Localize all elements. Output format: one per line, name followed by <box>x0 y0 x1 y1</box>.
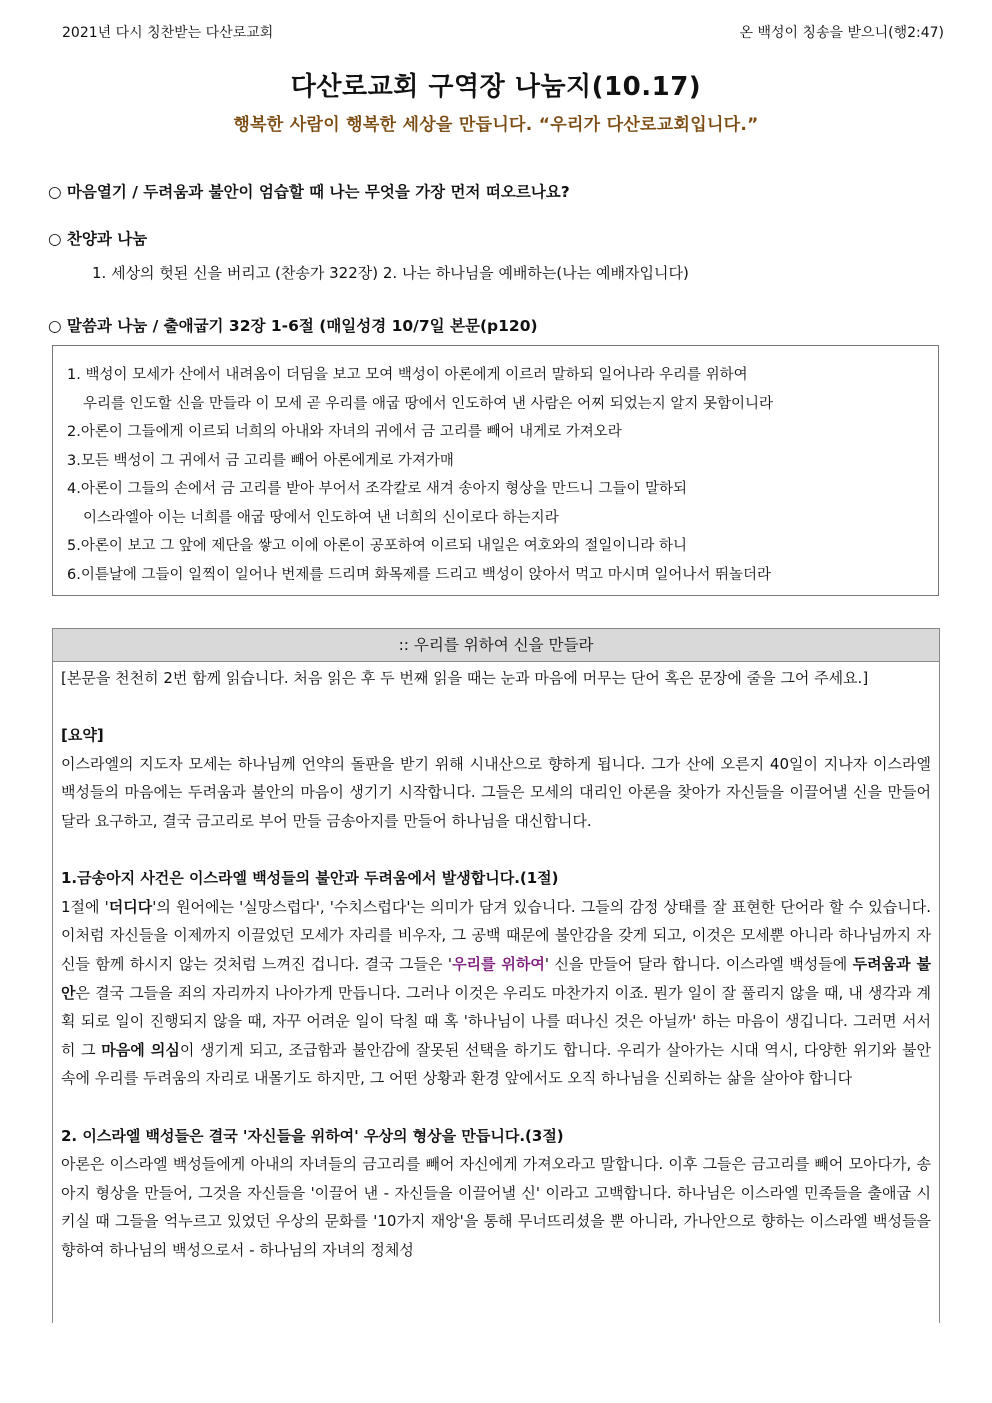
emphasis-word: 두려움과 불안 <box>61 954 931 1002</box>
point1-body: 1절에 '더디다'의 원어에는 '실망스럽다', '수치스럽다'는 의미가 담겨 있습니다. 그들의 감정 상태를 잘 표현한 단어라 할 수 있습니다. 이처럼 자신들을 이제까지 이끌었던 모세가 자리를 비우자, 그 공백 때문에 불안감을 갖게 되고, 이것은 모세뿐 아니라 하나님까지 자신들 함께 하시지 않는 것처럼 느껴진 겁니다. 결국 그들은 '우리를 위하여' 신을 만들어 달라 합니다. 이스라엘 백성들에 두려움과 불안은 결국 그들을 죄의 자리까지 나아가게 만듭니다. 그러나 이것은 우리도 마찬가지 이죠. 뭔가 일이 잘 풀리지 않을 때, 내 생각과 계획 되로 일이 진행되지 않을 때, 자꾸 어려운 일이 닥칠 때 혹 '하나님이 나를 떠나신 것은 아닐까' 하는 마음이 생깁니다. 그러면 서서히 그 마음에 의심이 생기게 되고, 조급함과 불안감에 잘못된 선택을 하기도 합니다. 우리가 살아가는 시대 역시, 다양한 위기와 불안 속에 우리를 두려움의 자리로 내몰기도 하지만, 그 어떤 상황과 환경 앞에서도 오직 하나님을 신뢰하는 삶을 살아야 합니다 <box>61 897 931 1088</box>
section-opening: ○ 마음열기 / 두려움과 불안이 엄습할 때 나는 무엇을 가장 먼저 떠오르나요? <box>48 183 570 201</box>
scripture-line: 5.아론이 보고 그 앞에 제단을 쌓고 이에 아론이 공포하여 이르되 내일은 여호와의 절일이니라 하니 <box>67 538 688 554</box>
sermon-note-body <box>53 662 939 1264</box>
point2-heading: 2. 이스라엘 백성들은 결국 '자신들을 위하여' 우상의 형상을 만듭니다.(3절) <box>61 1126 564 1145</box>
hymn-list: 1. 세상의 헛된 신을 버리고 (찬송가 322장) 2. 나는 하나님을 예배하는(나는 예배자입니다) <box>92 264 689 282</box>
header-right-text: 온 백성이 칭송을 받으니(행2:47) <box>739 25 944 41</box>
section-word: ○ 말씀과 나눔 / 출애굽기 32장 1-6절 (매일성경 10/7일 본문(p120) <box>48 317 538 335</box>
sermon-note-box <box>52 628 940 1323</box>
summary-text: 이스라엘의 지도자 모세는 하나님께 언약의 돌판을 받기 위해 시내산으로 향하게 됩니다. 그가 산에 오른지 40일이 지나자 이스라엘 백성들의 마음에는 두려움과 불안의 마음이 생기기 시작합니다. 그들은 모세의 대리인 아론을 찾아가 자신들을 이끌어낼 신을 만들어 달라 요구하고, 결국 금고리로 부어 만들 금송아지를 만들어 하나님을 대신합니다. <box>61 754 931 830</box>
reading-instruction: [본문을 천천히 2번 함께 읽습니다. 처음 읽은 후 두 번째 읽을 때는 눈과 마음에 머무는 단어 혹은 문장에 줄을 그어 주세요.] <box>61 669 869 687</box>
scripture-line: 6.이튿날에 그들이 일찍이 일어나 번제를 드리며 화목제를 드리고 백성이 앉아서 먹고 마시며 일어나서 뛰놀더라 <box>67 566 772 583</box>
point2-body: 아론은 이스라엘 백성들에게 아내의 자녀들의 금고리를 빼어 자신에게 가져오라고 말합니다. 이후 그들은 금고리를 빼어 모아다가, 송아지 형상을 만들어, 그것을 자신들을 '이끌어 낸 - 자신들을 이끌어낼 신' 이라고 고백합니다. 하나님은 이스라엘 민족들을 출애굽 시키실 때 그들을 억누르고 있었던 우상의 문화를 '10가지 재앙'을 통해 무너뜨리셨을 뿐 아니라, 가나안으로 향하는 이스라엘 백성들을 향하여 하나님의 백성으로서 - 하나님의 자녀의 정체성 <box>61 1155 931 1259</box>
scripture-line: 2.아론이 그들에게 이르되 너희의 아내와 자녀의 귀에서 금 고리를 빼어 내게로 가져오라 <box>67 424 622 440</box>
section-praise: ○ 찬양과 나눔 <box>48 230 148 248</box>
scripture-line: 3.모든 백성이 그 귀에서 금 고리를 빼어 아론에게로 가져가매 <box>67 452 454 469</box>
scripture-line: 4.아론이 그들의 손에서 금 고리를 받아 부어서 조각칼로 새겨 송아지 형상을 만드니 그들이 말하되 <box>67 481 688 497</box>
summary-label: [요약] <box>61 726 104 745</box>
highlight-phrase: 우리를 위하여 <box>452 954 545 973</box>
emphasis-word: 마음에 의심 <box>101 1040 180 1059</box>
scripture-line: 우리를 인도할 신을 만들라 이 모세 곧 우리를 애굽 땅에서 인도하여 낸 사람은 어찌 되었는지 알지 못함이니라 <box>83 395 774 412</box>
scripture-line: 이스라엘아 이는 너희를 애굽 땅에서 인도하여 낸 너희의 신이로다 하는지라 <box>83 509 559 526</box>
header-left-text: 2021년 다시 칭찬받는 다산로교회 <box>62 25 274 41</box>
scripture-line: 1. 백성이 모세가 산에서 내려옴이 더딤을 보고 모여 백성이 아론에게 이르러 말하되 일어나라 우리를 위하여 <box>67 367 748 383</box>
emphasis-word: 더디다 <box>108 897 153 916</box>
point1-heading: 1.금송아지 사건은 이스라엘 백성들의 불안과 두려움에서 발생합니다.(1절) <box>61 869 559 888</box>
document-title: 다산로교회 구역장 나눔지(10.17) <box>290 72 702 102</box>
document-subtitle: 행복한 사람이 행복한 세상을 만듭니다. “우리가 다산로교회입니다.” <box>233 115 759 135</box>
scripture-box <box>52 345 939 596</box>
sermon-note-heading: :: 우리를 위하여 신을 만들라 <box>53 629 939 662</box>
